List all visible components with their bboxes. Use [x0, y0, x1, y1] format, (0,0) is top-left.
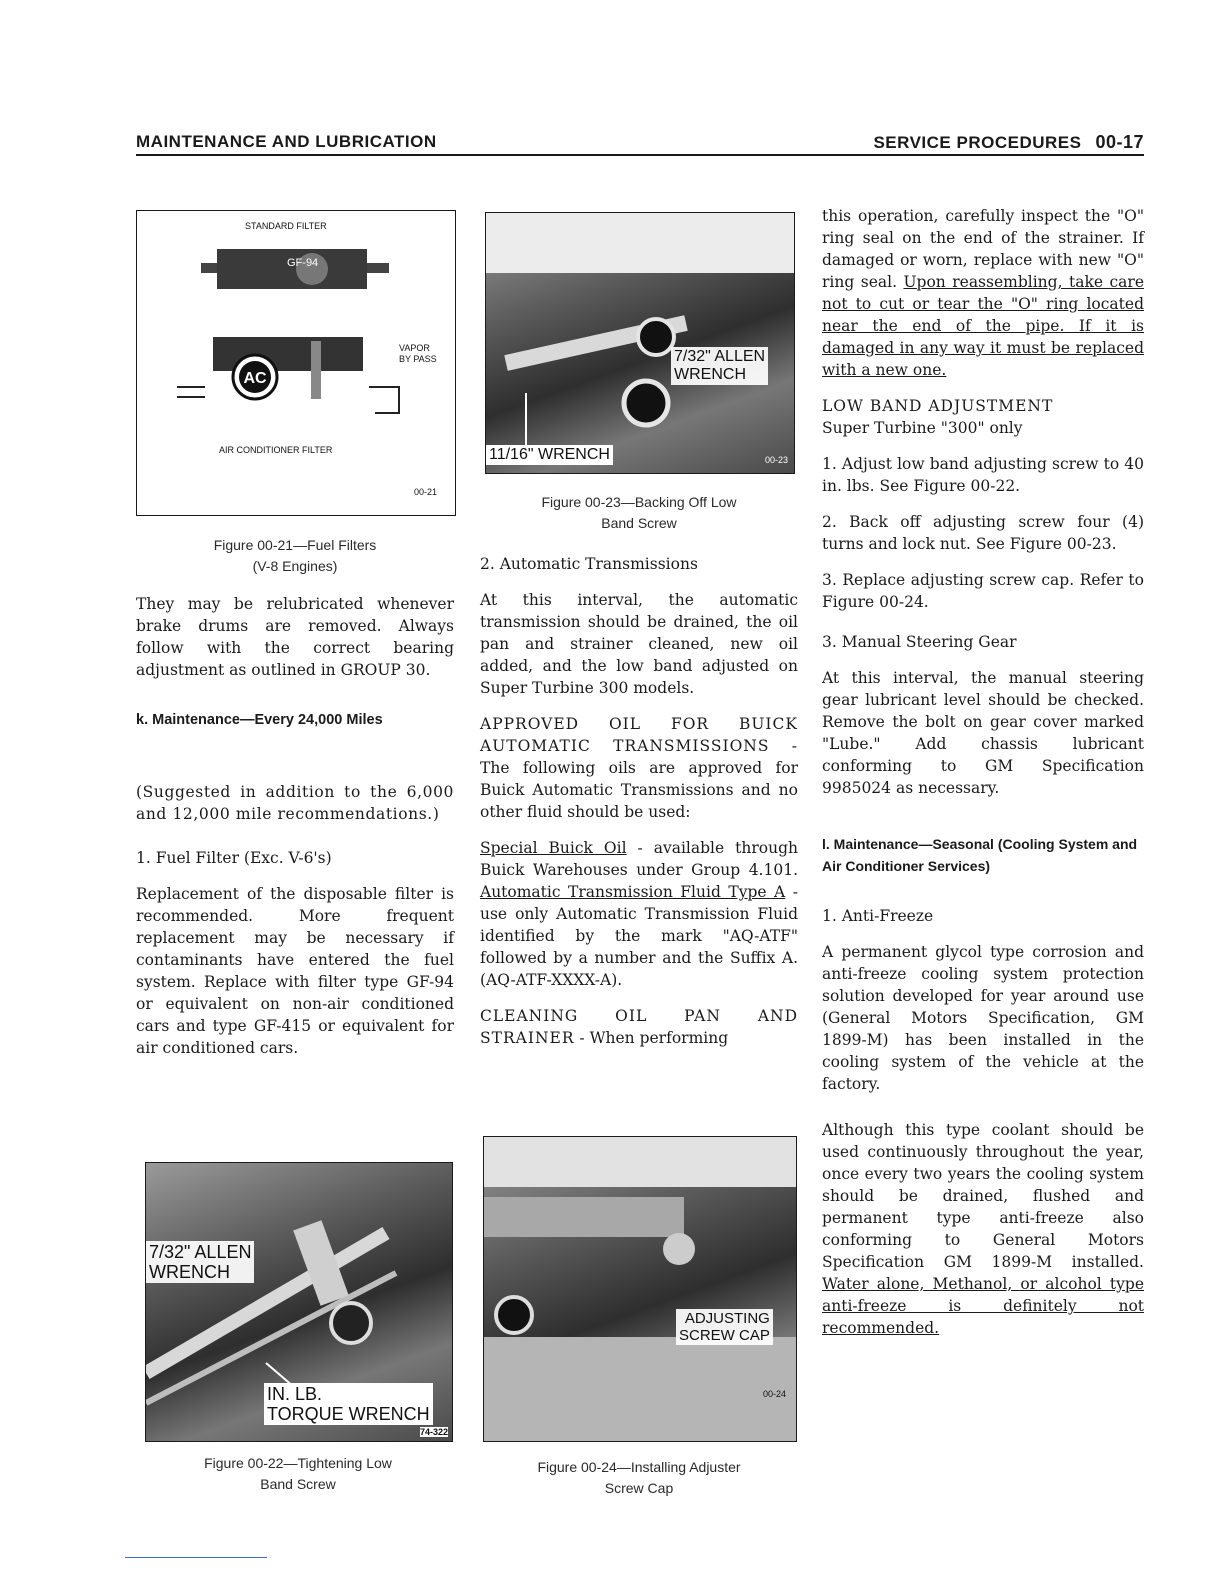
- figure-caption-00-22: Figure 00-22—Tightening Low Band Screw: [204, 1455, 392, 1492]
- transmission-interval-paragraph: At this interval, the automatic transmission should be drained, the oil pan and strainer cleaned, new oil added, and the low band adjusted on Super Turbine 300 models.: [480, 591, 798, 697]
- strainer-inspection-text: this operation, carefully inspect the "O" ring seal on the end of the strainer. If damaged or worn, replace with new "O" ring seal.: [822, 207, 1144, 291]
- vapor-bypass-label: VAPOR BY PASS: [399, 343, 437, 364]
- figure-code: 00-24: [762, 1389, 786, 1399]
- anti-freeze-warning: Water alone, Methanol, or alcohol type anti-freeze is definitely not recommended.: [822, 1275, 1144, 1337]
- figure-caption-00-21: Figure 00-21—Fuel Filters (V-8 Engines): [213, 537, 377, 574]
- allen-wrench-label: 7/32" ALLEN WRENCH: [671, 347, 768, 385]
- low-band-adjustment-heading: LOW BAND ADJUSTMENT: [822, 397, 1054, 415]
- fuel-filter-paragraph: Replacement of the disposable filter is recommended. More frequent replacement may be necessary if contaminants have entered the fuel system. Replace with filter type GF-94 or equivalent on non-air conditioned cars and type GF-415 or equivalent for air conditioned cars.: [136, 885, 454, 1057]
- automatic-transmissions-subheading: 2. Automatic Transmissions: [480, 555, 698, 573]
- column-1-text: [136, 593, 454, 1059]
- relubricate-paragraph: They may be relubricated whenever brake drums are removed. Always follow with the correct bearing adjustment as outlined in GROUP 30.: [136, 595, 454, 679]
- suggested-paragraph: (Suggested in addition to the 6,000 and 12,000 mile recommendations.): [136, 783, 454, 823]
- manual-steering-gear-subheading: 3. Manual Steering Gear: [822, 633, 1017, 651]
- step-2: 2. Back off adjusting screw four (4) turns and lock nut. See Figure 00-23.: [822, 513, 1144, 553]
- torque-wrench-label: IN. LB. TORQUE WRENCH: [264, 1383, 433, 1425]
- figure-fuel-filters: [136, 210, 456, 516]
- section-title: MAINTENANCE AND LUBRICATION: [136, 132, 437, 151]
- anti-freeze-paragraph-1: A permanent glycol type corrosion and anti-freeze cooling system protection solution developed for year around use (General Motors Specification, GM 1899-M) has been installed in the cooling system of the vehicle at the factory.: [822, 943, 1144, 1093]
- figure-code: 74-322: [419, 1427, 448, 1437]
- column-2-text: [480, 553, 798, 1049]
- heading-maintenance-24000: k. Maintenance—Every 24,000 Miles: [136, 712, 383, 728]
- step-3: 3. Replace adjusting screw cap. Refer to Figure 00-24.: [822, 571, 1144, 611]
- scan-artifact-line: [125, 1557, 267, 1558]
- page-header: [136, 132, 1144, 156]
- strainer-inspection-paragraph: [822, 205, 1144, 381]
- super-turbine-subheading: Super Turbine "300" only: [822, 419, 1023, 437]
- cleaning-text: - When performing: [574, 1029, 729, 1047]
- subsection-title: SERVICE PROCEDURES: [873, 133, 1082, 152]
- figure-caption-00-23: Figure 00-23—Backing Off Low Band Screw: [541, 494, 737, 531]
- cleaning-heading: CLEANING OIL PAN AND STRAINER: [480, 1007, 798, 1047]
- svg-text:AC: AC: [243, 370, 267, 387]
- figure-caption-00-24: Figure 00-24—Installing Adjuster Screw Cap: [537, 1459, 741, 1496]
- steering-gear-paragraph: At this interval, the manual steering gear lubricant level should be checked. Remove the bolt on gear cover marked "Lube." Add chassis lubricant conforming to GM Specification 9985024 as necessary.: [822, 669, 1144, 797]
- air-conditioner-filter-label: AIR CONDITIONER FILTER: [219, 445, 333, 455]
- figure-code: 00-23: [764, 455, 788, 465]
- anti-freeze-text: Although this type coolant should be used continuously throughout the year, once every two years the cooling system should be drained, flushed and permanent type anti-freeze also conforming to General Motors Specification GM 1899-M installed.: [822, 1121, 1144, 1271]
- wrench-label: 11/16" WRENCH: [486, 445, 613, 465]
- page-number: 00-17: [1095, 132, 1144, 152]
- oil-pan-illustration: [484, 1137, 796, 1441]
- approved-oil-text: The following oils are approved for Buick Automatic Transmissions and no other fluid should be used:: [480, 759, 798, 821]
- step-1: 1. Adjust low band adjusting screw to 40 in. lbs. See Figure 00-22.: [822, 455, 1144, 495]
- fuel-filter-subheading: 1. Fuel Filter (Exc. V-6's): [136, 849, 332, 867]
- header-right: [873, 132, 1144, 153]
- header-rule: [136, 154, 1144, 156]
- approved-oil-heading: APPROVED OIL FOR BUICK AUTOMATIC TRANSMISSIONS -: [480, 715, 798, 755]
- standard-filter-label: STANDARD FILTER: [245, 221, 327, 231]
- oil-specification-paragraph: [480, 837, 798, 991]
- approved-oil-paragraph: [480, 713, 798, 823]
- cleaning-oil-pan-paragraph: [480, 1005, 798, 1049]
- anti-freeze-subheading: 1. Anti-Freeze: [822, 907, 934, 925]
- figure-code: 00-21: [413, 487, 437, 497]
- special-buick-oil: Special Buick Oil: [480, 839, 627, 857]
- allen-wrench-label: 7/32" ALLEN WRENCH: [146, 1241, 254, 1283]
- automatic-transmission-fluid: Automatic Transmission Fluid Type A: [480, 883, 786, 901]
- figure-installing-adjuster-screw-cap: [483, 1136, 797, 1442]
- column-3-text: [822, 205, 1144, 1339]
- heading-maintenance-seasonal: l. Maintenance—Seasonal (Cooling System and Air Conditioner Services): [822, 836, 1138, 874]
- gf94-label: GF-94: [287, 257, 319, 269]
- figure-backing-off-low-band-screw: [485, 212, 795, 474]
- adjusting-screw-cap-label: ADJUSTING SCREW CAP: [676, 1309, 773, 1345]
- special-buick-oil-text: - available through Buick Warehouses under Group 4.101.: [480, 839, 798, 879]
- anti-freeze-paragraph-2: [822, 1119, 1144, 1339]
- atf-text: - use only Automatic Transmission Fluid identified by the mark "AQ-ATF" followed by a number and the Suffix A. (AQ-ATF-XXXX-A).: [480, 883, 798, 989]
- figure-tightening-low-band-screw: [145, 1162, 453, 1442]
- allen-wrench-illustration: [486, 213, 794, 473]
- reassembling-caution: Upon reassembling, take care not to cut or tear the "O" ring located near the end of the pipe. If it is damaged in any way it must be replaced with a new one.: [822, 273, 1144, 379]
